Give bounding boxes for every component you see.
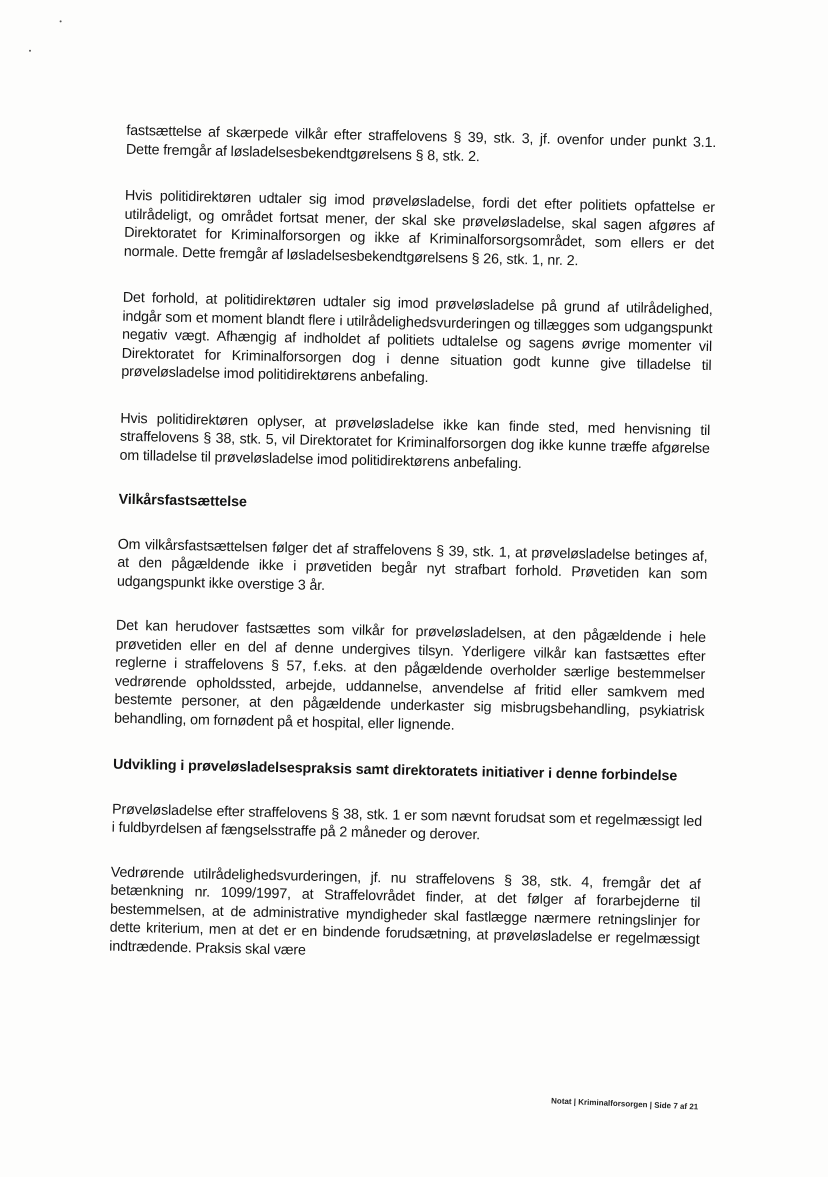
paragraph-police-reference: Hvis politidirektøren oplyser, at prøveløsladelse ikke kan finde sted, med henvisning til straffelovens § 38, stk. 5, vil Direktoratet for Kriminalforsorgen dog ikke kunne træffe afgørelse om tilladelse til prøveløsladelse imod politidirektørens anbefaling. <box>119 410 711 472</box>
heading-conditions: Vilkårsfastsættelse <box>118 491 247 511</box>
scan-speck <box>60 20 62 22</box>
paragraph-parole: Prøveløsladelse efter straffelovens § 38, stk. 1 er som nævnt forudsat som et regelmæssigt led i fuldbyrdelsen af fængselsstraffe på 2 måneder og derover. <box>111 801 703 844</box>
paragraph-additional-conditions: Det kan herudover fastsættes som vilkår for prøveløsladelsen, at den pågældende i hele prøvetiden eller en del af denne undergives tilsyn. Yderligere vilkår kan fastsættes efter reglerne i straffelovens § 57, f.eks. at den pågældende overholder særlige bestemmelser vedrørende opholdssted, arbejde, uddannelse, anvendelse af fritid eller samkvem med bestemte personer, at den pågældende underkaster sig misbrugsbehandling, psykiatrisk behandling, om fornødent på et hospital, eller lignende. <box>113 617 707 734</box>
heading-development: Udvikling i prøveløsladelsespraksis samt direktoratets initiativer i denne forbindelse <box>112 756 678 785</box>
paragraph-continuation: fastsættelse af skærpede vilkår efter straffelovens § 39, stk. 3, jf. ovenfor under punkt 3.1. Dette fremgår af løsladelsesbekendtgørelsens § 8, stk. 2. <box>125 122 717 165</box>
paragraph-conditions: Om vilkårsfastsættelsen følger det af straffelovens § 39, stk. 1, at prøveløsladelse betinges af, at den pågældende ikke i prøvetiden begår nyt strafbart forhold. Prøvetiden kan som udgangspunkt ikke overstige 3 år. <box>116 536 708 594</box>
paragraph-assessment: Vedrørende utilrådelighedsvurderingen, jf. nu straffelovens § 38, stk. 4, fremgår det af betænkning nr. 1099/1997, at Straffelovrådet finder, at det følger af forarbejderne til bestemmelsen, at de administrative myndigheder skal fastlægge nærmere retningslinjer for dette kriterium, men at det er en bindende forudsætning, at prøveløsladelse er regelmæssigt indtrædende. Praksis skal være <box>109 864 701 959</box>
paragraph-police-objection: Hvis politidirektøren udtaler sig imod prøveløsladelse, fordi det efter politiets opfattelse er utilrådeligt, og området fortsat mener, der skal ske prøveløsladelse, skal sagen afgøres af Direktoratet for Kriminalforsorgen og ikke af Kriminalforsorgsområdet, som ellers er det normale. Dette fremgår af løsladelsesbekendtgørelsens § 26, stk. 1, nr. 2. <box>123 187 716 269</box>
page-footer: Notat | Kriminalforsorgen | Side 7 af 21 <box>550 1096 699 1112</box>
paragraph-inadvisability: Det forhold, at politidirektøren udtaler sig imod prøveløsladelse på grund af utilrådelighed, indgår som et moment blandt flere i utilrådelighedsvurderingen og tillægges som udgangspunkt negativ vægt. Afhængig af indholdet af politiets udtalelse og sagens øvrige momenter vil Direktoratet for Kriminalforsorgen dog i denne situation godt kunne give tilladelse til prøveløsladelse imod politidirektørens anbefaling. <box>121 289 713 387</box>
document-body <box>109 122 716 968</box>
scan-speck <box>29 50 31 52</box>
